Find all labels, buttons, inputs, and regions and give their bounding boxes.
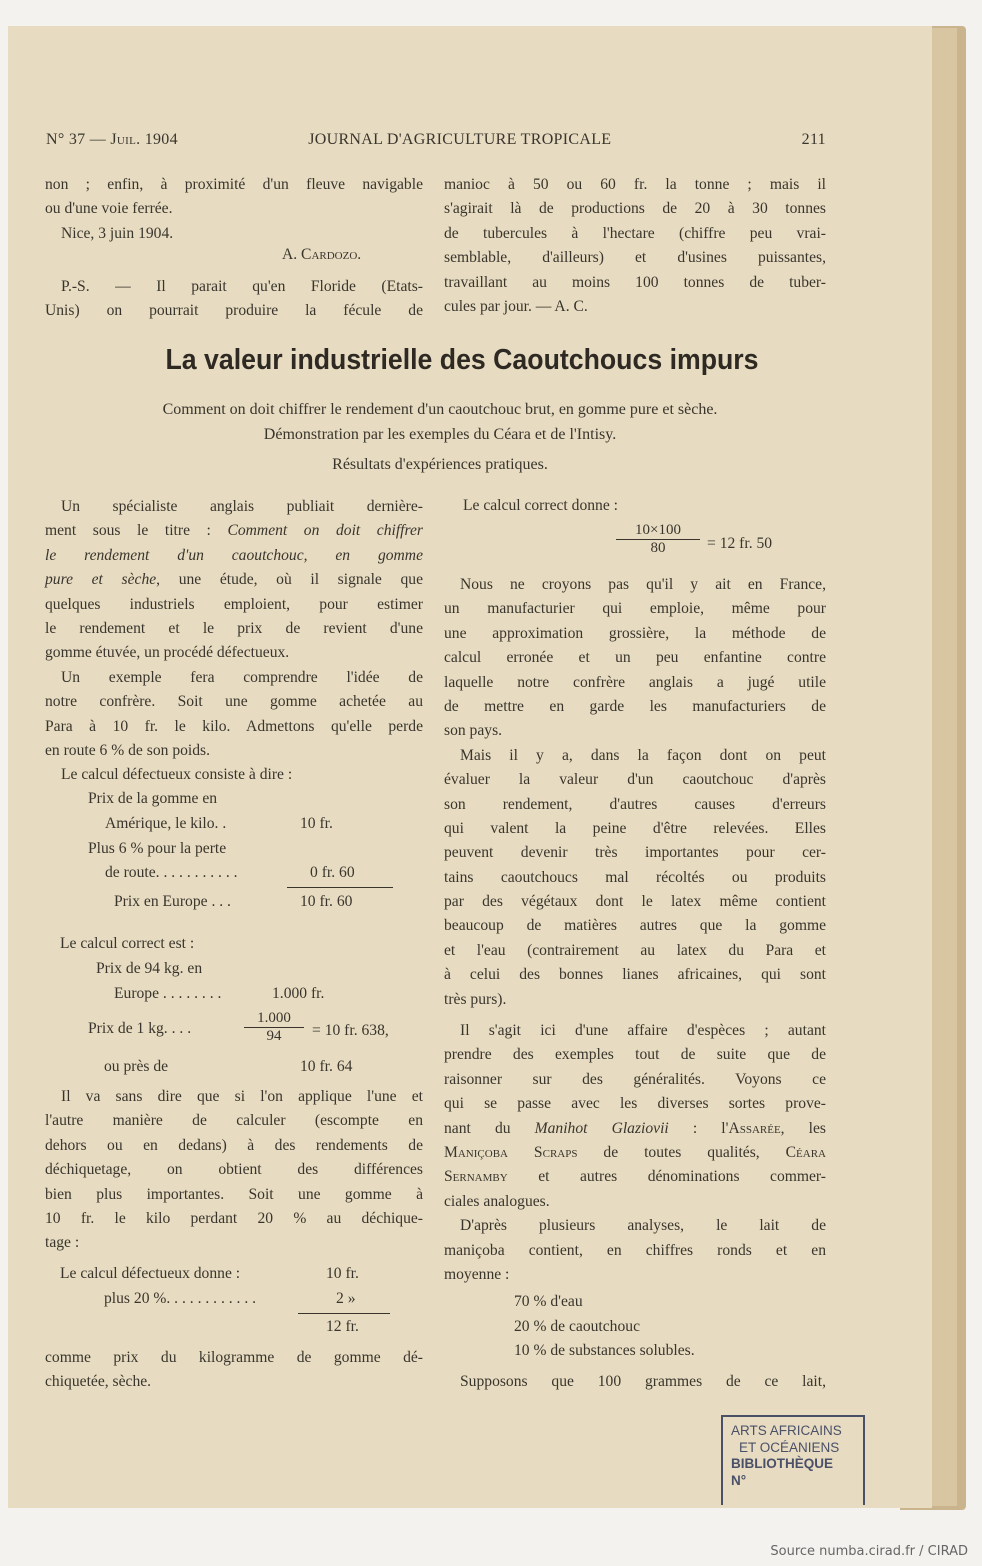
text-line: en route 6 % de son poids. [45,741,211,759]
calc-value: 0 fr. 60 [310,864,355,881]
text-line [444,1141,826,1165]
text-line: qui se passe avec les diverses sortes prove- [444,1095,826,1113]
text-line: prendre des exemples tout de suite que de [444,1046,826,1064]
text-line [45,519,423,543]
text: ment sous le titre : [45,522,228,540]
calc-label: ou près de [104,1058,169,1075]
prev-article-left [45,173,423,246]
text: et autres dénominations commer- [507,1168,826,1186]
text: , les [780,1119,826,1137]
calc-label: Prix de la gomme en [88,790,218,807]
italic-text: pure et sèche [45,571,157,589]
text-line: non ; enfin, à proximité d'un fleuve navigable [45,176,423,193]
composition-item: 10 % de substances solubles. [514,1342,695,1359]
calc-value: 10 fr. 64 [300,1058,353,1075]
text-line: très purs). [444,990,507,1008]
journal-title: JOURNAL D'AGRICULTURE TROPICALE [308,131,612,148]
article-title: La valeur industrielle des Caoutchoucs impurs [165,344,759,376]
text-line: ciales analogues. [444,1192,550,1210]
stamp-text: N° [731,1472,747,1488]
text-line: semblable, d'ailleurs) et d'usines puissantes, [444,249,826,267]
composition-item: 70 % d'eau [514,1293,583,1310]
text-line: de tubercules à l'hectare (chiffre peu vrai- [444,224,826,242]
italic-text: le rendement d'un caoutchouc, en gomme [45,546,423,564]
text-line: notre confrère. Soit une gomme achetée au [45,693,423,711]
article-subtitle: Résultats d'expériences pratiques. [332,456,548,473]
stamp-text: BIBLIOTHÈQUE [731,1456,834,1471]
calc-label: Prix en Europe . . . [114,893,231,910]
small-caps-text: Assarée [728,1119,781,1137]
denominator: 80 [650,540,666,556]
text-line: travaillant au moins 100 tonnes de tuber- [444,273,826,291]
fraction [616,522,700,557]
calc-label: Prix de 1 kg. . . . [88,1020,192,1037]
text-line: tage : [45,1234,80,1252]
text-line: tains caoutchoucs mal récoltés ou produits [444,868,826,886]
stamp-text: ET OCÉANIENS [739,1439,840,1455]
calc-value: 10 fr. [326,1265,359,1282]
prev-article-postscript [45,275,423,324]
calc-intro: Le calcul correct est : [60,935,195,952]
calc-label: Prix de 94 kg. en [96,960,203,977]
calc-intro: Le calcul correct donne : [463,497,618,514]
text-line: laquelle notre confrère anglais a jugé utile [444,673,826,691]
text: nant du [444,1119,535,1137]
text-line: moyenne : [444,1265,510,1283]
text-line: s'agirait là de productions de 20 à 30 tonnes [444,200,826,218]
text-line: de mettre en garde les manufacturiers de [444,697,826,715]
text-line: chiquetée, sèche. [45,1373,152,1391]
denominator: 94 [266,1028,282,1044]
text-line: 10 fr. le kilo perdant 20 % au déchique- [45,1209,423,1227]
text-line: Nice, 3 juin 1904. [61,224,174,242]
text-line: beaucoup de matières autres que la gomme [444,917,826,935]
text-line: Mais il y a, dans la façon dont on peut [460,746,826,764]
text-line: dehors ou en dedans) à des rendements de [45,1136,423,1154]
text-line: Supposons que 100 grammes de ce lait, [460,1373,826,1390]
calc-value: 10 fr. 60 [300,893,353,910]
text-line: peuvent devenir très importantes pour cer- [444,844,826,862]
text-line: raisonner sur des généralités. Voyons ce [444,1070,826,1088]
text-line: et l'eau (contrairement au latex du Para et [444,941,826,959]
text-line: gomme étuvée, un procédé défectueux. [45,644,290,662]
sum-rule [298,1313,390,1314]
calc-result: = 12 fr. 50 [707,535,773,552]
text-line: Un exemple fera comprendre l'idée de [61,668,423,686]
text-line [45,544,423,568]
text-line: maniçoba contient, en chiffres ronds et en [444,1241,826,1259]
right-column-end [444,1370,826,1394]
text-line: cules par jour. — A. C. [444,297,588,315]
text-line: P.-S. — Il parait qu'en Floride (Etats- [61,278,423,295]
text-line: son rendement, d'autres causes d'erreurs [444,795,826,813]
right-column-body-2 [444,1019,826,1287]
calc-label: Plus 6 % pour la perte [88,840,227,857]
calc-value: 1.000 fr. [272,985,325,1002]
calc-label: Le calcul défectueux donne : [60,1265,241,1282]
library-stamp [721,1415,865,1505]
text-line: qui valent la peine d'être relevées. Elles [444,819,826,837]
text-line: une approximation grossière, la méthode de [444,624,826,642]
numerator: 1.000 [244,1010,304,1028]
text-line: Le calcul défectueux consiste à dire : [61,766,293,784]
issue-info: N° 37 — Juil. 1904 [46,131,178,148]
text-line: à celui des bonnes lianes africaines, qui sont [444,966,826,984]
calc-label: de route. . . . . . . . . . . [105,864,238,881]
text-line: son pays. [444,722,503,740]
fraction [244,1010,304,1045]
text-line: un manufacturier qui emploie, même pour [444,600,826,618]
calc-value: 12 fr. [326,1318,359,1335]
right-column-body [444,573,826,1012]
calc-value: = 10 fr. 638, [312,1022,389,1039]
sum-rule [287,887,393,888]
running-header [46,131,826,149]
left-column-intro [45,495,423,788]
text-line: évaluer la valeur d'un caoutchouc d'après [444,771,826,789]
text-line: ou d'une voie ferrée. [45,200,173,218]
text-line: D'après plusieurs analyses, le lait de [460,1217,826,1235]
text: : l' [668,1119,729,1137]
text-line: quelques industriels emploient, pour estimer [45,595,423,613]
text-line: l'autre manière de calculer (escompte en [45,1112,423,1130]
prev-article-right [444,173,826,319]
text-line: bien plus importantes. Soit une gomme à [45,1185,423,1203]
text-line [45,568,423,592]
text-line: le rendement et le prix de revient d'une [45,619,423,637]
text-line: par des végétaux dont le latex même contient [444,893,826,911]
text-line: calcul erronée et un peu enfantine contre [444,649,826,667]
calc-label: Europe . . . . . . . . [114,985,222,1002]
text-line [444,1117,826,1141]
page-number: 211 [801,131,826,148]
text-line: Il va sans dire que si l'on applique l'une et [61,1088,423,1105]
small-caps-text: Sernamby [444,1168,508,1186]
text-line: Para à 10 fr. le kilo. Admettons qu'elle perde [45,717,423,735]
text: , une étude, où il signale que [156,571,424,589]
small-caps-text: Maniçoba Scraps [444,1143,578,1161]
numerator: 10×100 [616,522,700,540]
stamp-text: ARTS AFRICAINS [731,1423,842,1438]
text-line: Unis) on pourrait produire la fécule de [45,302,423,320]
small-caps-text: Céara [785,1143,827,1161]
italic-text: Manihot Glaziovii [534,1119,669,1137]
calc-label: plus 20 %. . . . . . . . . . . . [104,1290,257,1307]
calc-value: 2 » [336,1290,356,1307]
italic-text: Comment on doit chiffrer [227,522,423,540]
left-column-body [45,1085,423,1256]
calc-label: Amérique, le kilo. . [105,815,227,832]
article-subtitle: Démonstration par les exemples du Céara et de l'Intisy. [263,426,617,443]
text: de toutes qualités, [577,1143,786,1161]
text-line: Un spécialiste anglais publiait dernière- [61,498,423,515]
text-line [444,1165,826,1189]
page-edge-inner [930,28,957,1506]
text-line: manioc à 50 ou 60 fr. la tonne ; mais il [444,176,826,193]
text-line: comme prix du kilogramme de gomme dé- [45,1349,423,1366]
composition-item: 20 % de caoutchouc [514,1318,640,1335]
text-line: déchiquetage, on obtient des différences [45,1161,423,1179]
article-subtitle: Comment on doit chiffrer le rendement d'un caoutchouc brut, en gomme pure et sèche. [162,401,718,418]
source-credit: Source numba.cirad.fr / CIRAD [770,1544,968,1559]
left-column-end [45,1346,423,1395]
text-line: Nous ne croyons pas qu'il y ait en France, [460,576,826,593]
calc-value: 10 fr. [300,815,333,832]
text-line: Il s'agit ici d'une affaire d'espèces ; autant [460,1022,826,1039]
author-signature: A. Cardozo. [282,246,362,263]
